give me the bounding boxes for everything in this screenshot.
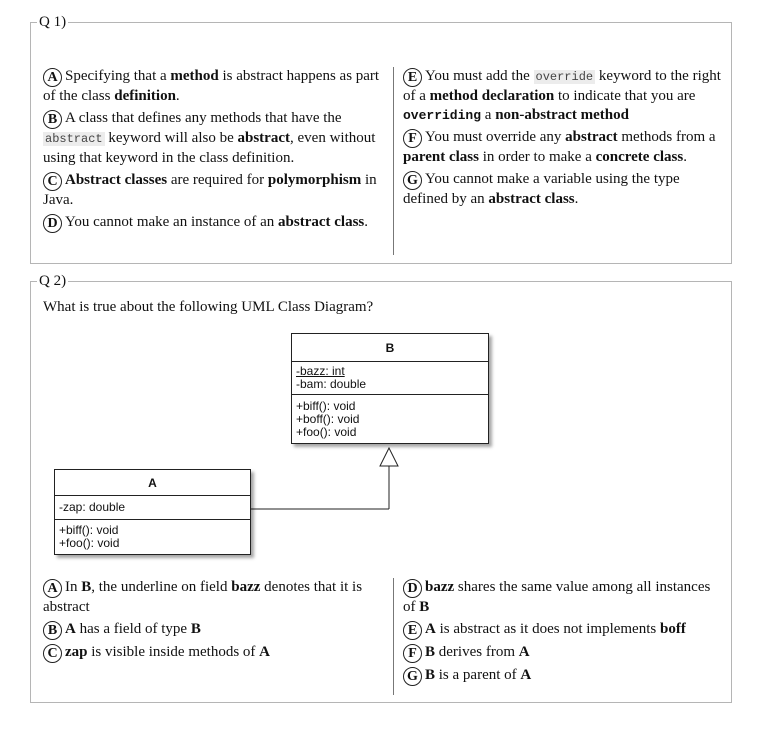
option-text: A class that defines any methods that have the (65, 110, 342, 126)
option-text: is a parent of (435, 667, 521, 683)
option-text: has a field of type (75, 621, 191, 637)
option-text: B (81, 579, 92, 595)
option-text: bazz (425, 579, 455, 595)
question-1-label: Q 1) (39, 14, 67, 30)
option-text: overriding (403, 108, 482, 123)
option-text: In (65, 579, 82, 595)
q1-option-g[interactable] (403, 170, 723, 209)
q2-option-a[interactable] (43, 578, 385, 617)
option-text: keyword will also be (104, 130, 238, 146)
class-b-fields (292, 361, 488, 394)
question-1-box (30, 14, 732, 264)
option-text: A (520, 667, 532, 683)
q2-option-f[interactable] (403, 643, 723, 663)
q1-option-b[interactable] (43, 109, 385, 168)
option-text: zap (65, 644, 88, 660)
q1-option-f[interactable] (403, 128, 723, 167)
option-text: in Java. (43, 172, 377, 208)
generalization-triangle (380, 448, 398, 466)
option-text: non-abstract method (495, 107, 629, 123)
question-2-label: Q 2) (39, 273, 67, 289)
option-text: parent class (403, 149, 479, 165)
option-text: polymorphism (267, 172, 362, 188)
class-b-box (291, 333, 489, 444)
option-text: method declaration (429, 88, 555, 104)
option-text: abstract (565, 129, 618, 145)
option-text: abstract (237, 130, 290, 146)
q1-left-options (43, 67, 394, 255)
option-text: abstract class (278, 214, 365, 230)
class-b-field: -bazz: int (296, 364, 345, 378)
option-text: Specifying that a (65, 68, 171, 84)
q2-option-d[interactable] (403, 578, 723, 617)
option-text: bazz (231, 579, 261, 595)
option-text: boff (659, 621, 686, 637)
option-letter-circle[interactable]: B (43, 621, 62, 640)
option-letter-circle[interactable]: D (43, 214, 62, 233)
question-2-box (30, 273, 732, 703)
class-a-method: +foo(): void (59, 536, 120, 550)
class-a-name: A (148, 476, 157, 490)
option-text: You must override any (425, 129, 566, 145)
option-text: B (190, 621, 201, 637)
q1-option-e[interactable] (403, 67, 723, 125)
option-text: a (481, 107, 496, 123)
option-letter-circle[interactable]: G (403, 667, 422, 686)
question-2-text: What is true about the following UML Class Diagram? (43, 299, 374, 315)
class-a-methods (55, 519, 250, 554)
option-text: abstract class (488, 191, 575, 207)
code-keyword: override (535, 70, 594, 84)
q2-left-options (43, 578, 394, 695)
class-b-name: B (385, 341, 395, 355)
option-letter-circle[interactable]: F (403, 644, 422, 663)
q1-option-d[interactable] (43, 213, 385, 233)
class-b-method: +foo(): void (296, 425, 357, 439)
option-text: , the underline on field (91, 579, 232, 595)
option-letter-circle[interactable]: E (403, 621, 422, 640)
option-text: is abstract as it does not implements (435, 621, 660, 637)
q2-option-g[interactable] (403, 666, 723, 686)
option-letter-circle[interactable]: F (403, 129, 422, 148)
option-text: to indicate that you are (554, 88, 696, 104)
option-text: You cannot make a variable using the type defined by an (403, 171, 680, 207)
q1-right-options (394, 67, 723, 255)
option-text: concrete class (595, 149, 684, 165)
option-text: is visible inside methods of (87, 644, 260, 660)
option-text: methods from a (617, 129, 716, 145)
option-letter-circle[interactable]: A (43, 579, 62, 598)
class-b-field: -bam: double (296, 377, 367, 391)
option-letter-circle[interactable]: E (403, 68, 422, 87)
option-text: A (518, 644, 530, 660)
option-text: You cannot make an instance of an (65, 214, 279, 230)
option-text: A (65, 621, 76, 637)
option-text: , even without using that keyword in the class definition. (43, 130, 376, 166)
option-text: . (364, 214, 369, 230)
q1-option-c[interactable] (43, 171, 385, 210)
class-b-methods (292, 394, 488, 443)
option-text: method (170, 68, 219, 84)
option-letter-circle[interactable]: C (43, 644, 62, 663)
option-text: . (683, 149, 687, 165)
option-text: derives from (435, 644, 519, 660)
q2-right-options (394, 578, 723, 695)
option-text: in order to make a (478, 149, 596, 165)
option-text: You must add the (425, 68, 534, 84)
code-keyword: abstract (45, 132, 103, 146)
option-letter-circle[interactable]: C (43, 172, 62, 191)
option-letter-circle[interactable]: D (403, 579, 422, 598)
option-text: is abstract happens as part of the class (43, 68, 380, 104)
option-text: keyword to the right of a (403, 68, 721, 104)
class-a-box (54, 469, 251, 555)
option-text: B (419, 599, 430, 615)
option-text: B (425, 644, 436, 660)
option-letter-circle[interactable]: A (43, 68, 62, 87)
option-text: . (175, 88, 180, 104)
option-text: denotes that it is abstract (43, 579, 363, 615)
option-text: shares the same value among all instances of (403, 579, 711, 615)
option-text: Abstract classes (65, 172, 168, 188)
q2-option-c[interactable] (43, 643, 385, 663)
class-a-fields (55, 495, 250, 519)
option-text: A (259, 644, 271, 660)
option-text: . (574, 191, 579, 207)
q2-option-e[interactable] (403, 620, 723, 640)
class-b-method: +boff(): void (296, 412, 360, 426)
option-letter-circle[interactable]: G (403, 171, 422, 190)
class-b-method: +biff(): void (296, 399, 356, 413)
option-letter-circle[interactable]: B (43, 110, 62, 129)
class-a-method: +biff(): void (59, 523, 119, 537)
class-a-field: -zap: double (59, 500, 126, 514)
option-text: A (425, 621, 436, 637)
q2-option-b[interactable] (43, 620, 385, 640)
q1-option-a[interactable] (43, 67, 385, 106)
option-text: B (425, 667, 436, 683)
option-text: definition (114, 88, 176, 104)
option-text: are required for (167, 172, 268, 188)
